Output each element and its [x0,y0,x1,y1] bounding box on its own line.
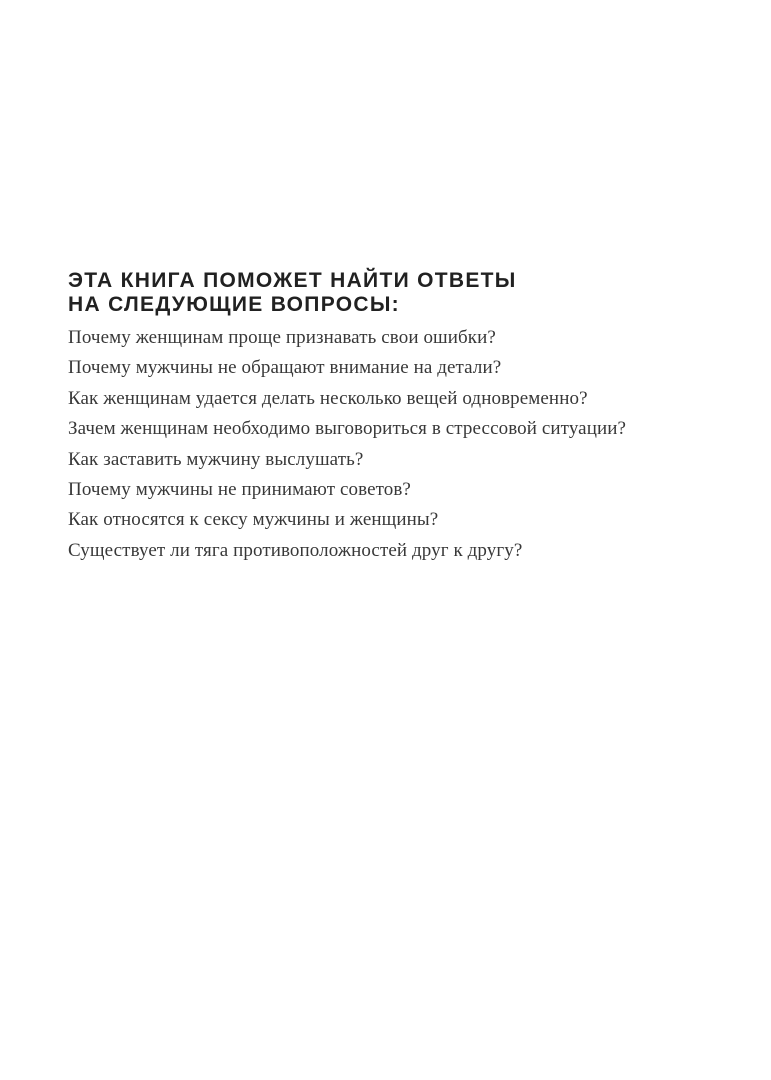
question-item: Как относятся к сексу мужчины и женщины? [68,509,439,531]
question-item: Как заставить мужчину выслушать? [68,448,364,470]
question-item: Зачем женщинам необходимо выговориться в стрессовой ситуации? [68,418,627,440]
page-title [68,269,517,317]
question-item: Существует ли тяга противоположностей друг к другу? [68,539,523,561]
page-title-line-1: ЭТА КНИГА ПОМОЖЕТ НАЙТИ ОТВЕТЫ [68,269,517,293]
question-item: Как женщинам удается делать несколько вещей одновременно? [68,387,588,409]
question-item: Почему мужчины не обращают внимание на детали? [68,357,502,379]
question-list [68,323,626,566]
page-title-line-2: НА СЛЕДУЮЩИЕ ВОПРОСЫ: [68,293,400,317]
question-item: Почему женщинам проще признавать свои ошибки? [68,327,496,348]
question-item: Почему мужчины не принимают советов? [68,479,411,501]
